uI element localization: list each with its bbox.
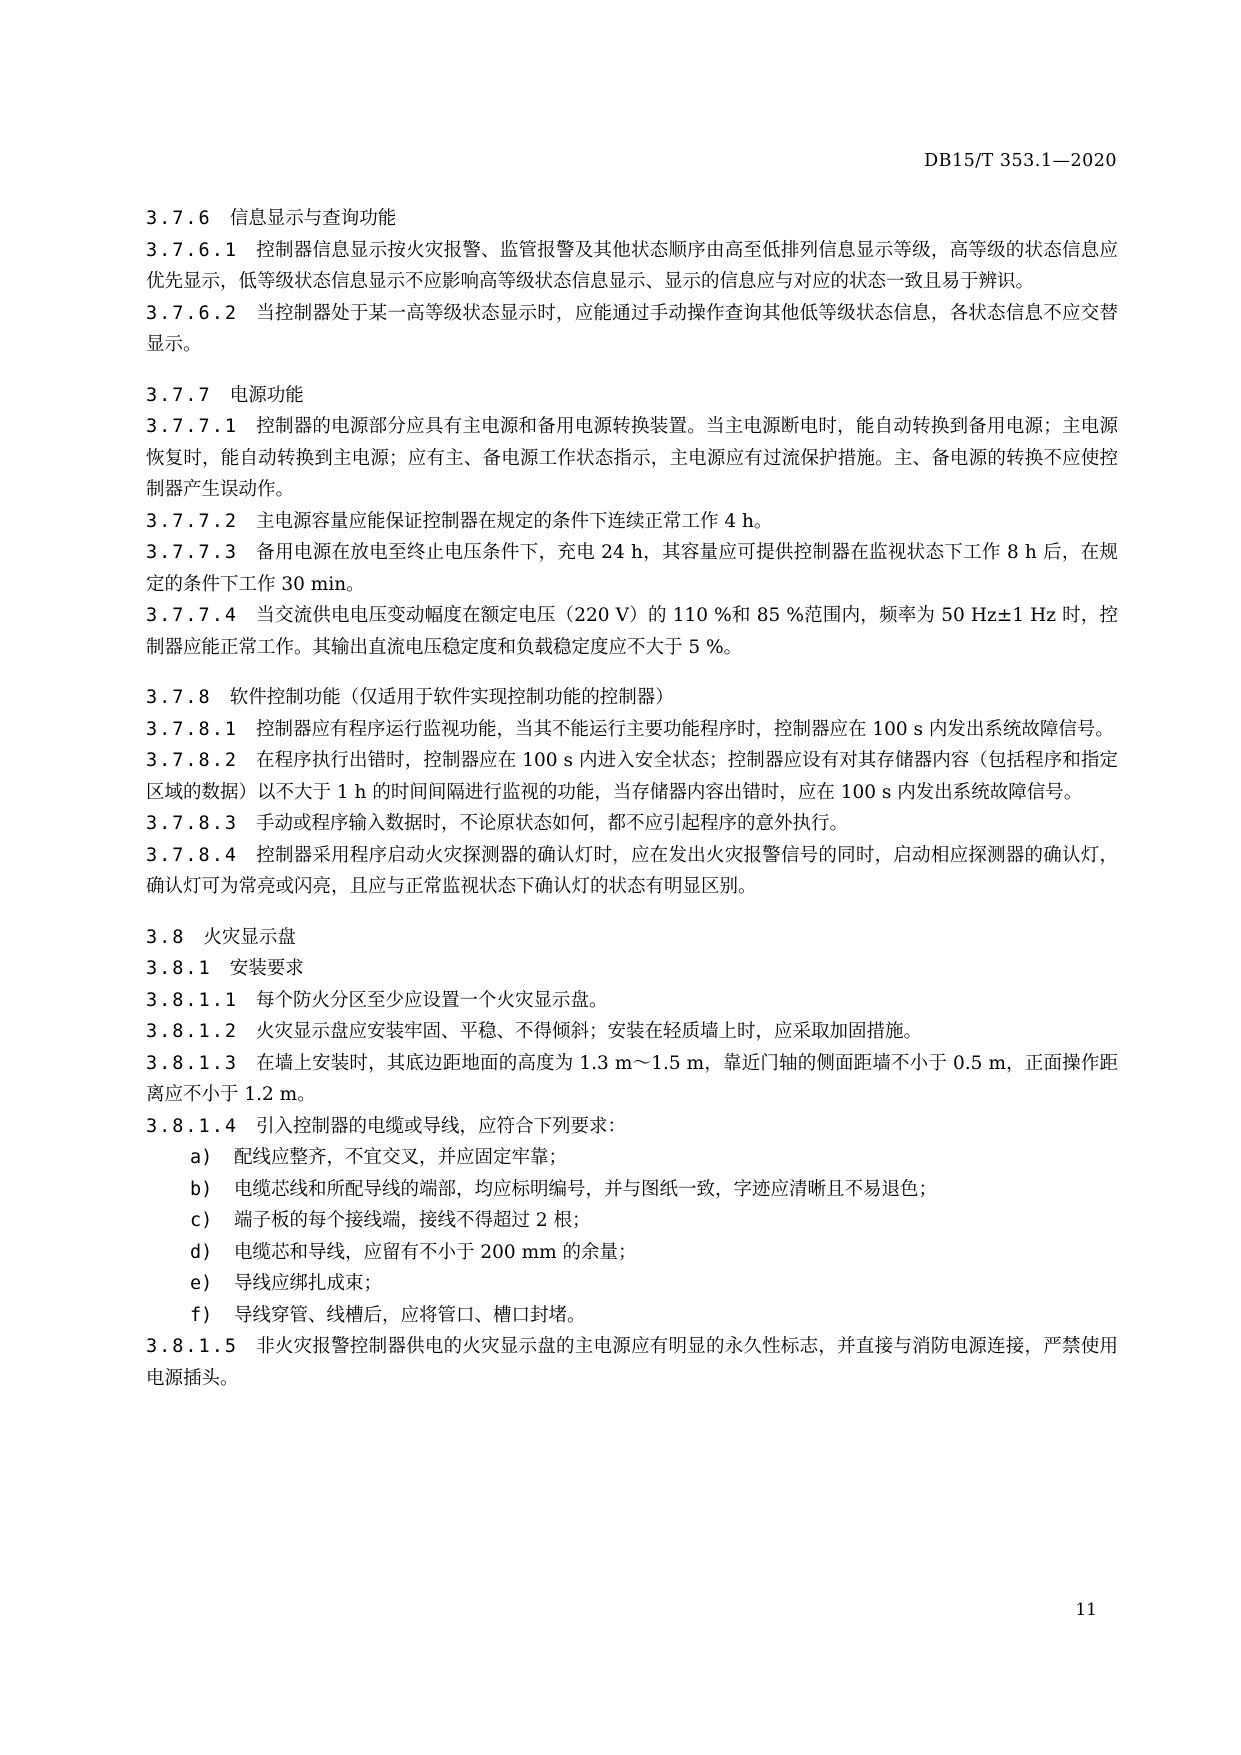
- clause-3-7-8-3: 3.7.8.3 手动或程序输入数据时，不论原状态如何，都不应引起程序的意外执行。: [146, 813, 848, 834]
- clause-3-7-8-1: 3.7.8.1 控制器应有程序运行监视功能，当其不能运行主要功能程序时，控制器应在 100 s 内发出系统故障信号。: [146, 718, 1114, 740]
- section-heading-3-7-8: 3.7.8 软件控制功能（仅适用于软件实现控制功能的控制器）: [146, 687, 674, 708]
- clause-3-8-1-3: 3.8.1.3 在墙上安装时，其底边距地面的高度为 1.3 m～1.5 m，靠近门轴的侧面距墙不小于 0.5 m，正面操作距离应不小于 1.2 m。: [146, 1052, 1118, 1105]
- clause-3-7-7-3: 3.7.7.3 备用电源在放电至终止电压条件下，充电 24 h，其容量应可提供控制器在监视状态下工作 8 h 后，在规定的条件下工作 30 min。: [146, 542, 1118, 595]
- section-heading-3-8-1: 3.8.1 安装要求: [146, 958, 304, 979]
- clause-3-8-1-1: 3.8.1.1 每个防火分区至少应设置一个火灾显示盘。: [146, 989, 608, 1011]
- clause-3-7-7-4: 3.7.7.4 当交流供电电压变动幅度在额定电压（220 V）的 110 %和 85 %范围内，频率为 50 Hz±1 Hz 时，控制器应能正常工作。其输出直流电压稳定度和负载稳定度应不大于 5 %。: [146, 605, 1118, 658]
- section-heading-3-8: 3.8 火灾显示盘: [146, 926, 296, 948]
- list-item-f: f) 导线穿管、线槽后，应将管口、槽口封堵。: [190, 1304, 586, 1326]
- document-body: [146, 203, 1118, 1394]
- clause-3-8-1-4: 3.8.1.4 引入控制器的电缆或导线，应符合下列要求：: [146, 1115, 626, 1137]
- clause-3-7-6-1: 3.7.6.1 控制器信息显示按火灾报警、监管报警及其他状态顺序由高至低排列信息显示等级，高等级的状态信息应优先显示，低等级状态信息显示不应影响高等级状态信息显示、显示的信息应与对应的状态一致且易于辨识。: [146, 239, 1118, 292]
- clause-3-7-8-2: 3.7.8.2 在程序执行出错时，控制器应在 100 s 内进入安全状态；控制器应设有对其存储器内容（包括程序和指定区域的数据）以不大于 1 h 的时间间隔进行监视的功能，当存储器内容出错时，应在 100 s 内发出系统故障信号。: [146, 750, 1118, 803]
- list-item-e: e) 导线应绑扎成束；: [190, 1273, 383, 1294]
- list-item-a: a) 配线应整齐，不宜交叉，并应固定牢靠；: [190, 1147, 568, 1168]
- page-number: 11: [1075, 1600, 1097, 1620]
- clause-3-7-7-2: 3.7.7.2 主电源容量应能保证控制器在规定的条件下连续正常工作 4 h。: [146, 510, 773, 532]
- section-heading-3-7-6: 3.7.6 信息显示与查询功能: [146, 208, 397, 229]
- clause-3-7-6-2: 3.7.6.2 当控制器处于某一高等级状态显示时，应能通过手动操作查询其他低等级状态信息，各状态信息不应交替显示。: [146, 302, 1118, 355]
- list-item-c: c) 端子板的每个接线端，接线不得超过 2 根；: [190, 1210, 591, 1231]
- list-item-b: b) 电缆芯线和所配导线的端部，均应标明编号，并与图纸一致，字迹应清晰且不易退色；: [190, 1178, 938, 1200]
- list-item-d: d) 电缆芯和导线，应留有不小于 200 mm 的余量；: [190, 1241, 637, 1263]
- clause-3-7-8-4: 3.7.8.4 控制器采用程序启动火灾探测器的确认灯时，应在发出火灾报警信号的同时，启动相应探测器的确认灯，确认灯可为常亮或闪亮，且应与正常监视状态下确认灯的状态有明显区别。: [146, 844, 1118, 897]
- clause-3-8-1-5: 3.8.1.5 非火灾报警控制器供电的火灾显示盘的主电源应有明显的永久性标志，并直接与消防电源连接，严禁使用电源插头。: [146, 1336, 1118, 1389]
- document-code: DB15/T 353.1—2020: [924, 151, 1117, 171]
- clause-3-8-1-2: 3.8.1.2 火灾显示盘应安装牢固、平稳、不得倾斜；安装在轻质墙上时，应采取加固措施。: [146, 1021, 922, 1042]
- clause-3-7-7-1: 3.7.7.1 控制器的电源部分应具有主电源和备用电源转换装置。当主电源断电时，能自动转换到备用电源；主电源恢复时，能自动转换到主电源；应有主、备电源工作状态指示，主电源应有过流保护措施。主、备电源的转换不应使控制器产生误动作。: [146, 416, 1118, 500]
- section-heading-3-7-7: 3.7.7 电源功能: [146, 384, 304, 406]
